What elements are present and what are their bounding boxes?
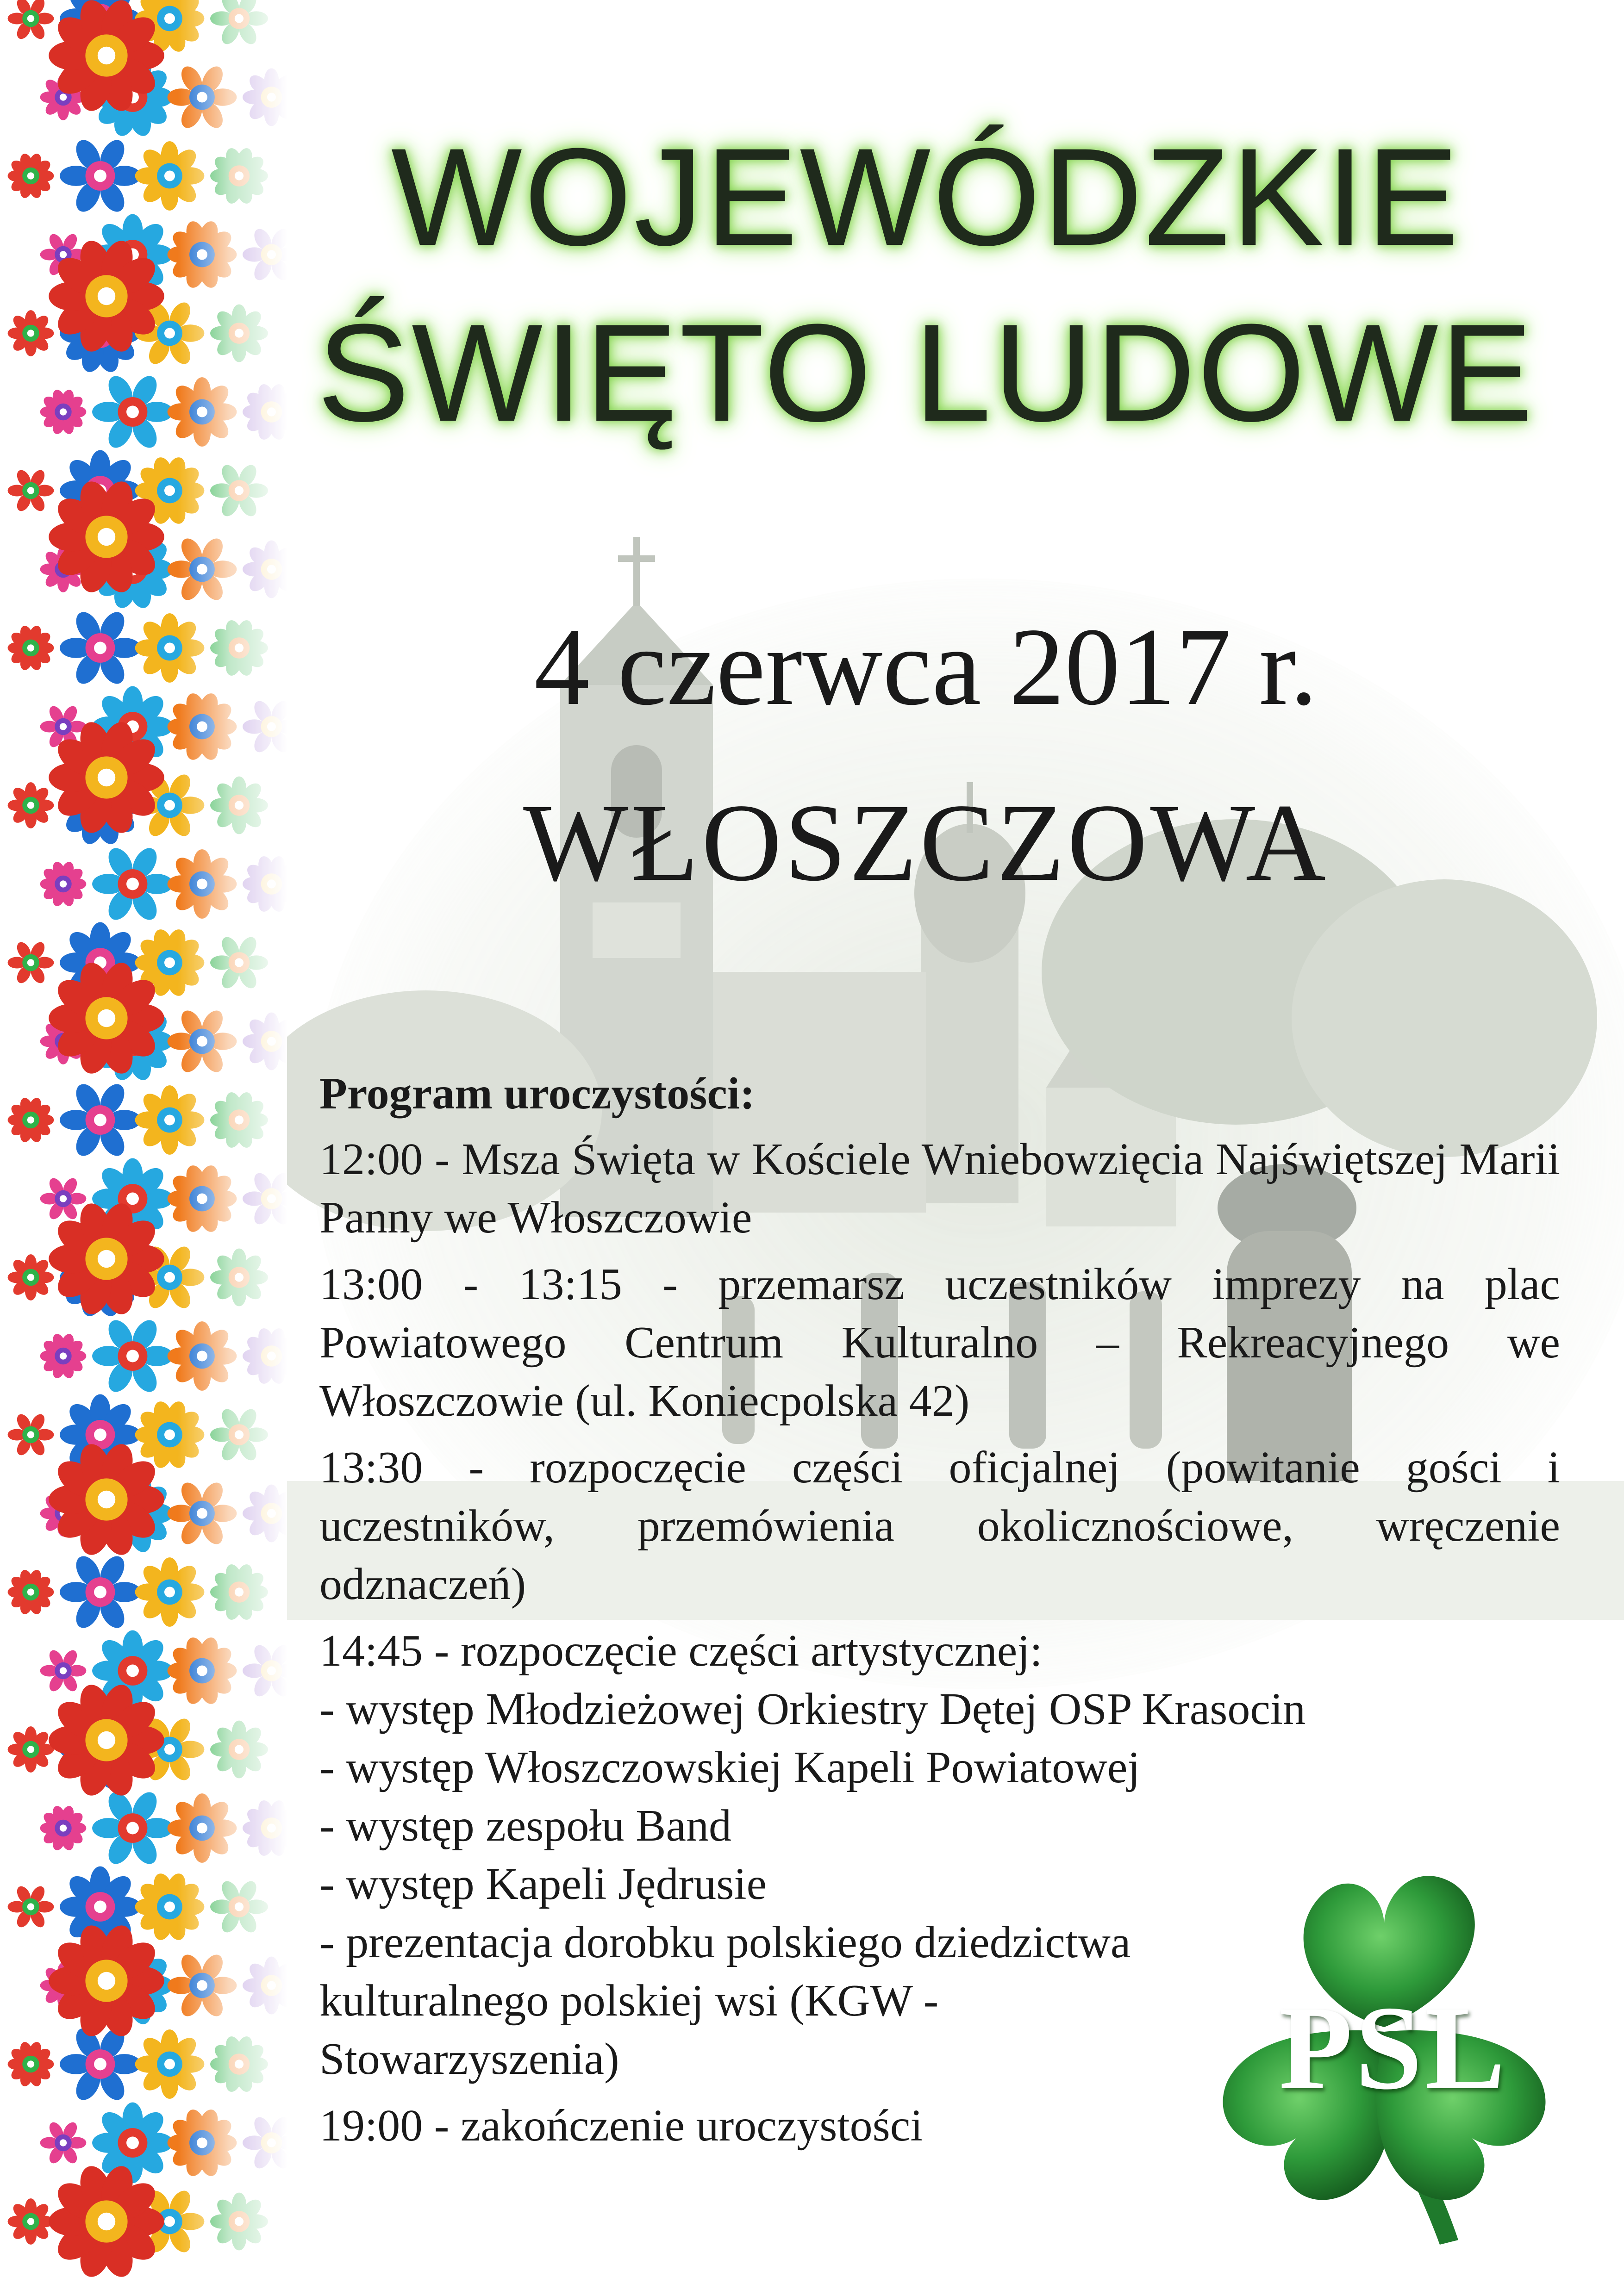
event-place: WŁOSZCZOWA	[523, 781, 1329, 904]
program-act: - występ Kapeli Jędrusie	[319, 1859, 767, 1909]
event-date: 4 czerwca 2017 r.	[534, 605, 1318, 728]
folk-flowers-icon	[0, 0, 287, 2296]
program-act: - występ Młodzieżowej Orkiestry Dętej OSP Krasocin	[319, 1684, 1306, 1734]
program-closing: 19:00 - zakończenie uroczystości	[319, 2101, 923, 2151]
folk-pattern-border	[0, 0, 287, 2296]
program-act: - prezentacja dorobku polskiego dziedzictwa kulturalnego polskiej wsi (KGW - Stowarzyszenia)	[319, 1917, 1131, 2084]
logo-text: PSL	[1279, 1981, 1508, 2115]
program-act: - występ zespołu Band	[319, 1801, 731, 1851]
poster-title	[287, 109, 1565, 460]
title-line-2: ŚWIĘTO LUDOWE	[317, 295, 1535, 450]
program-entry: 12:00 - Msza Święta w Kościele Wniebowzięcia Najświętszej Marii Panny we Włoszczowie	[319, 1134, 1560, 1243]
program-entry: 13:30 - rozpoczęcie części oficjalnej (powitanie gości i uczestników, przemówienia okolicznościowe, wręczenie odznaczeń)	[319, 1443, 1560, 1609]
program-entry: 13:00 - 13:15 - przemarsz uczestników imprezy na plac Powiatowego Centrum Kulturalno – Rekreacyjnego we Włoszczowie (ul. Koniecpolska 42)	[319, 1259, 1560, 1426]
program-heading: Program uroczystości:	[319, 1069, 755, 1119]
title-line-1: WOJEWÓDZKIE	[391, 119, 1461, 274]
program-act: - występ Włoszczowskiej Kapeli Powiatowej	[319, 1742, 1140, 1792]
program-entry: 14:45 - rozpoczęcie części artystycznej:	[319, 1626, 1043, 1676]
